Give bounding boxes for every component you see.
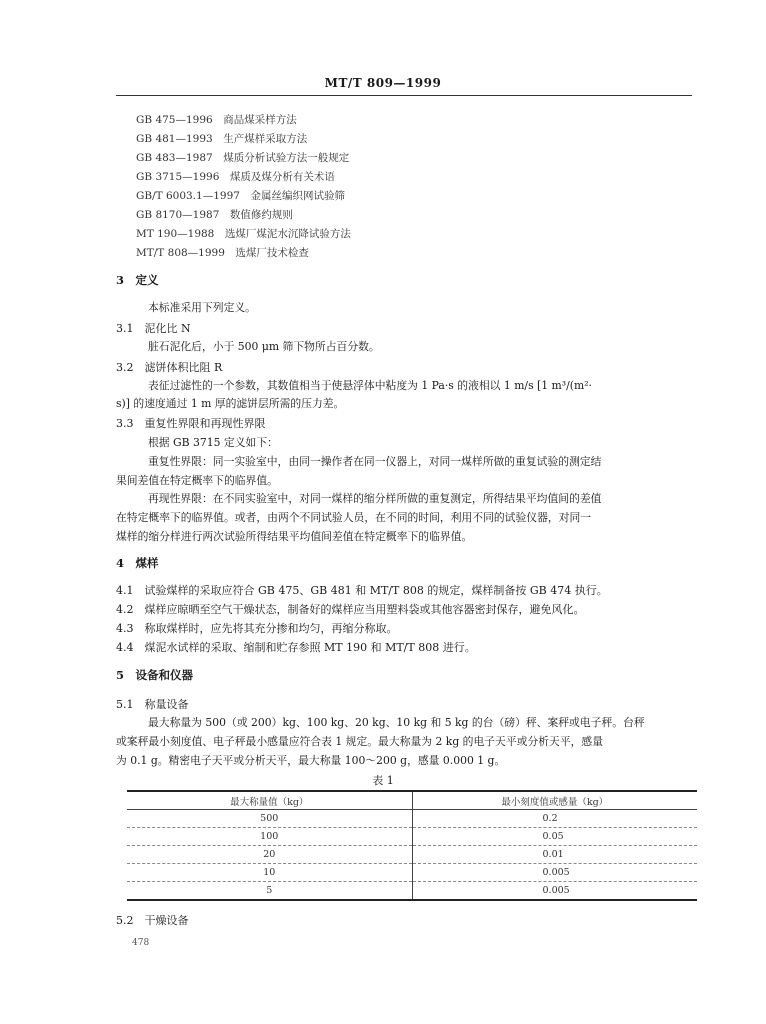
column-header: 最大称量值（kg） (230, 796, 309, 808)
ref-item: GB 8170—1987 数值修约规则 (136, 209, 293, 221)
clause-4-4: 4.4 煤泥水试样的采取、缩制和贮存参照 MT 190 和 MT/T 808 进行。 (116, 641, 476, 654)
table-header-row (127, 791, 697, 810)
definition-3-3-line: 再现性界限：在不同实验室中，对同一煤样的缩分样所做的重复测定，所得结果平均值间的差值 (148, 492, 602, 505)
header-rule (116, 95, 692, 96)
definition-3-2-line: s)] 的速度通过 1 m 厚的滤饼层所需的压力差。 (116, 397, 345, 410)
section-5-title: 5 设备和仪器 (116, 668, 194, 682)
table-row (127, 810, 697, 828)
column-header: 最小刻度值或感量（kg） (412, 791, 697, 810)
ref-item: GB 475—1996 商品煤采样方法 (136, 114, 297, 126)
table-row (127, 864, 697, 882)
ref-item: GB 483—1987 煤质分析试验方法一般规定 (136, 152, 350, 164)
ref-item: MT 190—1988 选煤厂煤泥水沉降试验方法 (136, 228, 351, 240)
definition-3-3-line: 重复性界限：同一实验室中，由同一操作者在同一仪器上，对同一煤样所做的重复试验的测定结 (148, 455, 602, 468)
clause-5-1-title: 5.1 称量设备 (116, 698, 189, 711)
definition-3-1-text: 脏石泥化后，小于 500 μm 筛下物所占百分数。 (148, 340, 380, 353)
section-3-intro: 本标准采用下列定义。 (148, 301, 256, 314)
definition-3-3-line: 在特定概率下的临界值。或者，由两个不同试验人员，在不同的时间，利用不同的试验仪器，对同一 (116, 511, 592, 524)
clause-5-1-line: 为 0.1 g。精密电子天平或分析天平，最大称量 100～200 g，感量 0.000 1 g。 (116, 754, 506, 767)
table-caption: 表 1 (372, 774, 394, 787)
table-cell: 10 (263, 867, 276, 878)
table-row (127, 882, 697, 901)
clause-4-1: 4.1 试验煤样的采取应符合 GB 475、GB 481 和 MT/T 808 的规定，煤样制备按 GB 474 执行。 (116, 584, 608, 597)
table-cell: 0.005 (412, 864, 697, 882)
table-cell: 100 (260, 831, 279, 842)
table-cell: 0.2 (412, 810, 697, 828)
definition-3-2-line: 表征过滤性的一个参数，其数值相当于使悬浮体中粘度为 1 Pa·s 的液相以 1 m/s [1 m³/(m²· (148, 379, 592, 392)
weighing-table (127, 790, 697, 901)
ref-item: GB/T 6003.1—1997 金属丝编织网试验筛 (136, 190, 345, 202)
clause-4-2: 4.2 煤样应晾晒至空气干燥状态，制备好的煤样应当用塑料袋或其他容器密封保存，避免风化。 (116, 603, 585, 616)
section-3-title: 3 定义 (116, 273, 159, 287)
ref-item: MT/T 808—1999 选煤厂技术检查 (136, 247, 309, 259)
section-4-title: 4 煤样 (116, 556, 159, 570)
table-cell: 0.005 (412, 882, 697, 901)
table-row (127, 828, 697, 846)
definition-3-3-line: 煤样的缩分样进行两次试验所得结果平均值间差值在特定概率下的临界值。 (116, 530, 473, 543)
table-cell: 5 (266, 885, 273, 896)
clause-5-2-title: 5.2 干燥设备 (116, 914, 189, 927)
definition-3-3-title: 3.3 重复性界限和再现性界限 (116, 417, 266, 430)
table-row (127, 846, 697, 864)
definition-3-2-title: 3.2 滤饼体积比阻 R (116, 361, 223, 374)
clause-5-1-line: 或案秤最小刻度值、电子秤最小感量应符合表 1 规定。最大称量为 2 kg 的电子天平或分析天平，感量 (116, 735, 604, 748)
table-cell: 500 (260, 813, 279, 824)
definition-3-3-line: 果间差值在特定概率下的临界值。 (116, 474, 278, 487)
table-cell: 0.05 (412, 828, 697, 846)
table-cell: 20 (263, 849, 276, 860)
table-cell: 0.01 (412, 846, 697, 864)
clause-4-3: 4.3 称取煤样时，应先将其充分掺和均匀，再缩分称取。 (116, 622, 398, 635)
ref-item: GB 3715—1996 煤质及煤分析有关术语 (136, 171, 335, 183)
definition-3-3-line: 根据 GB 3715 定义如下： (148, 436, 278, 449)
definition-3-1-title: 3.1 泥化比 N (116, 322, 191, 335)
header-code: MT/T 809—1999 (324, 76, 442, 90)
page-number: 478 (132, 938, 150, 948)
clause-5-1-line: 最大称量为 500（或 200）kg、100 kg、20 kg、10 kg 和 5 kg 的台（磅）秤、案秤或电子秤。台秤 (148, 716, 645, 729)
ref-item: GB 481—1993 生产煤样采取方法 (136, 133, 308, 145)
